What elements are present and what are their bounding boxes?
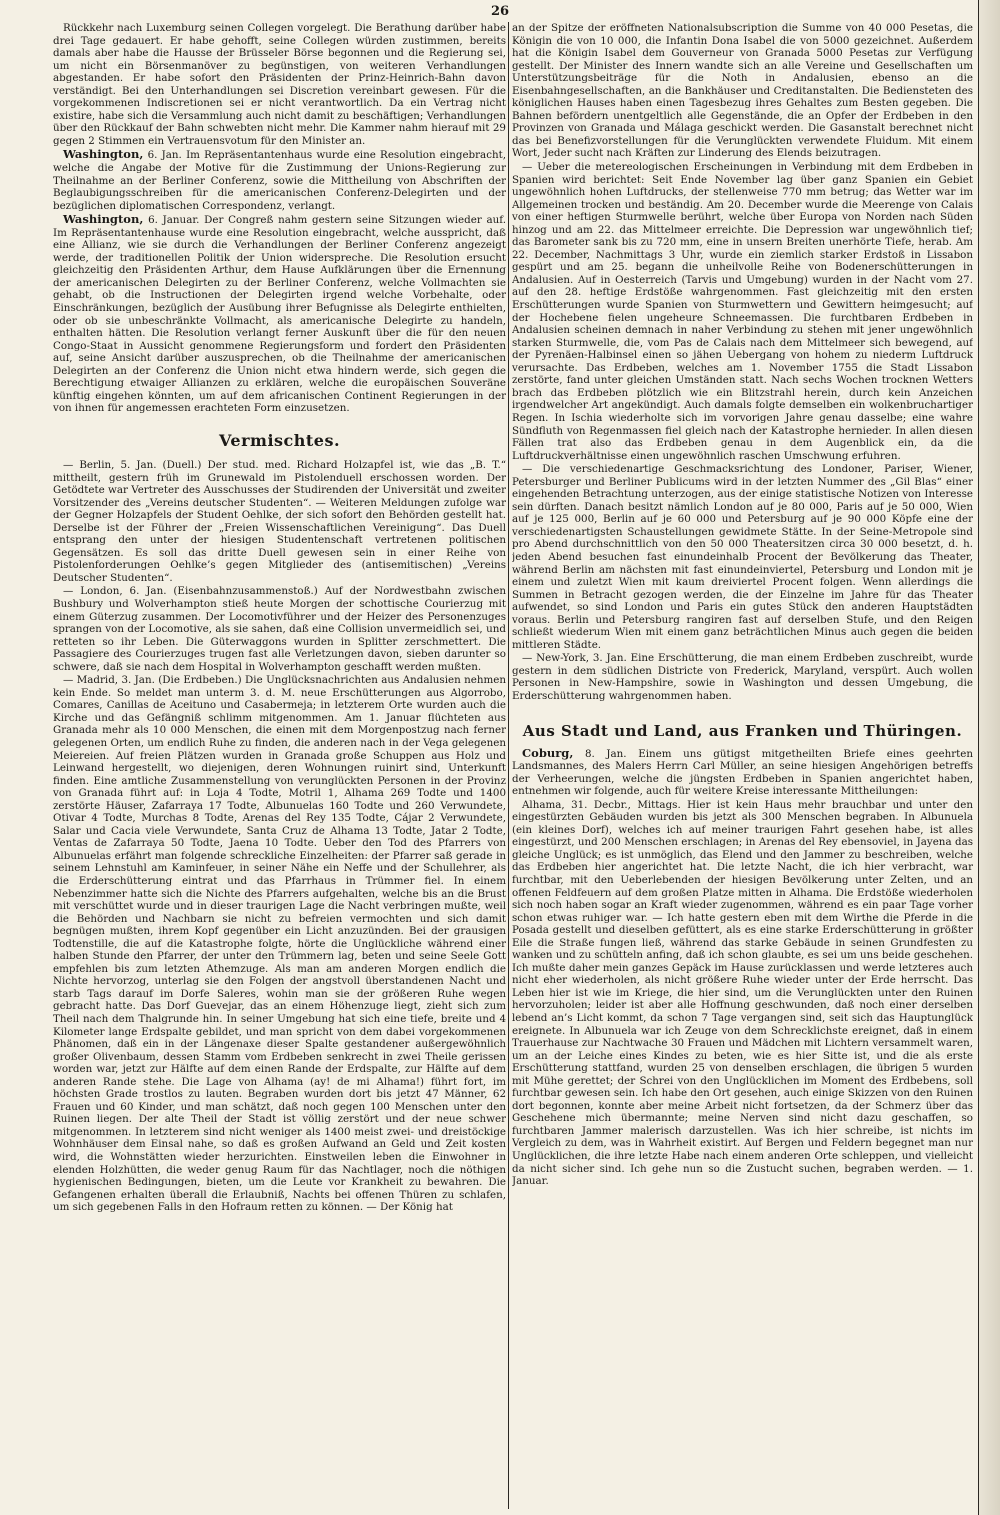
section-heading: Vermischtes. bbox=[218, 430, 341, 450]
article-paragraph: Rückkehr nach Luxemburg seinen Collegen vorgelegt. Die Berathung darüber habe drei Tage gedauert. Er habe gehofft, seine Collegen würden zustimmen, bereits damals aber habe die Hausse der Brüsseler Börse begonnen und die Regierung sei, um nicht ein Börsenmanöver zu begünstigen, von weiteren Verhandlungen abgestanden. Er habe sofort den Präsidenten der Prinz-Heinrich-Bahn davon verständigt. Bei den Unterhandlungen sei Discretion vereinbart gewesen. Für die vorgekommenen Indiscretionen sei er nicht verantwortlich. Da ein Vertrag nicht existire, habe sich die Versammlung auch nicht damit zu beschäftigen; Verhandlungen über den Rückkauf der Bahn schwebten nicht mehr. Die Kammer nahm hierauf mit 29 gegen 2 Stimmen ein Vertrauensvotum für den Minister an. bbox=[53, 22, 506, 147]
dateline: Washington, bbox=[63, 147, 144, 162]
article-text: 6. Januar. Der Congreß nahm gestern seine Sitzungen wieder auf. Im Repräsentantenhause wurde eine Resolution eingebracht, welche ausspricht, daß eine Allianz, wie sie durch die Verhandlungen der Berliner Conferenz angezeigt werde, der traditionellen Politik der Union widerspreche. Die Resolution ersucht gleichzeitig den Präsidenten Arthur, dem Hause Aufklärungen über die Ernennung der americanischen Delegirten zu der Berliner Conferenz, welche Vollmachten sie gehabt, ob die Instructionen der Delegirten irgend welche Vorbehalte, oder Einschränkungen, bezüglich der Ausübung ihrer Befugnisse als Delegirte enthielten, oder ob sie unbeschränkte Vollmacht, als americanische Delegirte zu handeln, enthalten hätten. Die Resolution verlangt ferner Auskunft über die für den neuen Congo-Staat in Aussicht genommene Regierungsform und fordert den Präsidenten auf, seine Ansicht darüber auszusprechen, ob die Theilnahme der americanischen Delegirten an der Conferenz die Union nicht etwa hindern werde, sich gegen die Berechtigung etwaiger Allianzen zu erklären, welche die europäischen Souveräne künftig eingehen könnten, um auf dem africanischen Continent Regierungen in der von ihnen für angemessen erachteten Form einzusetzen. bbox=[53, 214, 506, 415]
adjacent-page-edge bbox=[978, 0, 1000, 1515]
section-heading: Aus Stadt und Land, aus Franken und Thüringen. bbox=[522, 721, 963, 740]
article-text: 6. Jan. Im Repräsentantenhaus wurde eine Resolution eingebracht, welche die Angabe der Motive für die Zustimmung der Unions-Regierung zur Theilnahme an der Berliner Conferenz, sowie die Mittheilung von Abschriften der Beglaubigungsschreiben für die americanischen Conferenz-Delegirten und der bezüglichen diplomatischen Correspondenz, verlangt. bbox=[53, 149, 506, 212]
article-text: 8. Jan. Einem uns gütigst mitgetheilten Briefe eines geehrten Landsmannes, des Malers Herrn Carl Müller, an seine hiesigen Angehörigen betreffs der Verheerungen, welche die jüngsten Erdbeben in Spanien angerichtet haben, entnehmen wir folgende, auch für weitere Kreise interessante Mittheilungen: bbox=[512, 747, 973, 798]
article-paragraph: — Ueber die metereologischen Erscheinungen in Verbindung mit dem Erdbeben in Spanien wird berichtet: Seit Ende November lag über ganz Spanien ein Gebiet ungewöhnlich hohen Luftdrucks, der stellenweise 770 mm betrug; das Wetter war im Allgemeinen trocken und beständig. Am 20. December wurde die Meerenge von Calais von einer heftigen Sturmwelle berührt, welche über Europa von Norden nach Süden hinzog und am 22. das Mittelmeer erreichte. Die Depression war ungewöhnlich tief; das Barometer sank bis zu 720 mm, eine in unsern Breiten unerhörte Tiefe, herab. Am 22. December, Nachmittags 3 Uhr, wurde ein ziemlich starker Erdstoß in Lissabon gespürt und am 25. begann die unheilvolle Reihe von Bodenerschütterungen in Andalusien. Auf in Oesterreich (Tarvis und Umgebung) wurden in der Nacht vom 27. auf den 28. heftige Erdstöße wahrgenommen. Fast gleichzeitig mit den ersten Erschütterungen wurde Spanien von Sturmwettern und Gewittern heimgesucht; auf der Hochebene fielen ungeheure Schneemassen. Die furchtbaren Erdbeben in Andalusien scheinen demnach in naher Verbindung zu stehen mit jener ungewöhnlich starken Sturmwelle, die, vom Pas de Calais nach dem Mittelmeer sich bewegend, auf der Pyrenäen-Halbinsel einen so jähen Uebergang von hohem zu niederm Luftdruck verursachte. Das Erdbeben, welches am 1. November 1755 die Stadt Lissabon zerstörte, fand unter gleichen Umständen statt. Nach sechs Wochen trocknen Wetters brach das Erdbeben plötzlich wie ein Blitzstrahl herein, durch kein Anzeichen irgendwelcher Art angekündigt. Auch damals folgte demselben ein wolkenbruchartiger Regen. In Ischia wiederholte sich im vorvorigen Jahre genau dasselbe; eine wahre Sündfluth von Regenmassen fiel gleich nach der Katastrophe hernieder. In allen diesen Fällen trat also das Erdbeben genau in dem Augenblick ein, da die Luftdruckverhältnisse einen ungewöhnlich raschen Umschwung erfuhren. bbox=[512, 161, 973, 462]
column-rule bbox=[508, 22, 509, 1509]
article-paragraph bbox=[53, 148, 506, 212]
right-column bbox=[512, 22, 973, 1509]
article-paragraph: — Madrid, 3. Jan. (Die Erdbeben.) Die Unglücksnachrichten aus Andalusien nehmen kein Ende. So meldet man unterm 3. d. M. neue Erschütterungen aus Algorrobo, Comares, Canillas de Aceituno und Casabermeja; in letzterem Orte wurden auch die Kirche und das Gefängniß schlimm mitgenommen. Am 1. Januar flüchteten aus Granada mehr als 10 000 Menschen, die einen mit dem Morgenpostzug nach ferner gelegenen Orten, um endlich Ruhe zu finden, die anderen nach in der Vega gelegenen Meiereien. Auf freien Plätzen wurden in Granada große Schuppen aus Holz und Leinwand hergestellt, wo diejenigen, deren Wohnungen ruinirt sind, Unterkunft finden. Eine amtliche Zusammenstellung von verunglückten Personen in der Provinz von Granada führt auf: in Loja 4 Todte, Motril 1, Alhama 269 Todte und 1400 zerstörte Häuser, Zafarraya 17 Todte, Albunuelas 160 Todte und 260 Verwundete, Otivar 4 Todte, Murchas 8 Todte, Arenas del Rey 135 Todte, Cájar 2 Verwundete, Salar und Cacia viele Verwundete, Santa Cruz de Alhama 13 Todte, Jatar 2 Todte, Ventas de Zafarraya 50 Todte, Jaena 10 Todte. Ueber den Tod des Pfarrers von Albunuelas erfährt man folgende schreckliche Einzelheiten: der Pfarrer saß gerade in seinem Lehnstuhl am Kaminfeuer, in seiner Nähe ein Neffe und der Schullehrer, als die Erderschütterung eintrat und das Pfarrhaus in Trümmer fiel. In einem Nebenzimmer hatte sich die Nichte des Pfarrers aufgehalten, welche bis an die Brust mit verschüttet wurde und in dieser traurigen Lage die Nacht verbringen mußte, weil die Behörden und Nachbarn sie nicht zu befreien vermochten und sich damit begnügen mußten, ihrem Kopf gegenüber ein Licht anzuzünden. Bei der grausigen Todtenstille, die auf die Katastrophe folgte, hörte die Unglückliche während einer halben Stunde den Pfarrer, der unter den Trümmern lag, beten und seine Seele Gott empfehlen bis zum letzten Athemzuge. Als man am anderen Morgen endlich die Nichte hervorzog, unterlag sie den Folgen der angstvoll überstandenen Nacht und starb Tags darauf im Dorfe Saleres, wohin man sie der größeren Ruhe wegen gebracht hatte. Das Dorf Guevejar, das an einem Höhenzuge liegt, zieht sich zum Theil nach dem Thalgrunde hin. In seiner Umgebung hat sich eine tiefe, breite und 4 Kilometer lange Erdspalte gebildet, und man spricht von dem dabei vorgekommenen Phänomen, daß ein in der Längenaxe dieser Spalte gestandener außergewöhnlich großer Olivenbaum, dessen Stamm vom Erdbeben senkrecht in zwei Theile gerissen worden war, jetzt zur Hälfte auf dem einen Rande der Erdspalte, zur Hälfte auf dem anderen Rande stehe. Die Lage von Alhama (ay! de mi Alhama!) führt fort, im höchsten Grade trostlos zu lauten. Begraben wurden dort bis jetzt 47 Männer, 62 Frauen und 60 Kinder, und man schätzt, daß noch gegen 100 Menschen unter den Ruinen liegen. Der alte Theil der Stadt ist völlig zerstört und der neue schwer mitgenommen. In letzterem sind nicht weniger als 1400 meist zwei- und dreistöckige Wohnhäuser dem Einsal nahe, so daß es großen Aufwand an Geld und Zeit kosten wird, die Wohnstätten wieder herzurichten. Einstweilen leben die Einwohner in elenden Holzhütten, die weder genug Raum für das Nachtlager, noch die nöthigen hygienischen Bedingungen, bieten, um die Leute vor Krankheit zu bewahren. Die Gefangenen erhalten überall die Erlaubniß, Nachts bei offenen Thüren zu schlafen, um sich gegebenen Falls in den Hofraum retten zu können. — Der König hat bbox=[53, 674, 506, 1214]
page-number: 26 bbox=[490, 4, 510, 19]
dateline: Coburg, bbox=[522, 745, 574, 760]
dateline: Washington, bbox=[63, 212, 144, 227]
article-paragraph: — Die verschiedenartige Geschmacksrichtung des Londoner, Pariser, Wiener, Petersburger und Berliner Publicums wird in der letzten Nummer des „Gil Blas“ einer eingehenden Betrachtung unterzogen, aus der einige statistische Notizen von Interesse sein dürften. Danach besitzt nämlich London auf je 80 000, Paris auf je 50 000, Wien auf je 125 000, Berlin auf je 60 000 und Petersburg auf je 90 000 Köpfe eine der verschiedenartigsten Schaustellungen gewidmete Stätte. In der Seine-Metropole sind pro Abend durchschnittlich von den 50 000 Theatersitzen circa 30 000 besetzt, d. h. jeden Abend besuchen fast einundeinhalb Procent der Bevölkerung das Theater, während Berlin am nächsten mit fast einundeinviertel, Petersburg und London mit je einem und zuletzt Wien mit kaum dreiviertel Procent folgen. Wenn allerdings die Summen in Betracht gezogen werden, die der Einzelne im Jahre für das Theater aufwendet, so sind London und Paris ein gutes Stück den anderen Hauptstädten voraus. Berlin und Petersburg rangiren fast auf derselben Stufe, und den Reigen schließt wiederum Wien mit einem ganz beträchtlichen Minus auch gegen die beiden mittleren Städte. bbox=[512, 463, 973, 651]
article-paragraph: — Berlin, 5. Jan. (Duell.) Der stud. med. Richard Holzapfel ist, wie das „B. T.“ mittheilt, gestern früh im Grunewald im Pistolenduell erschossen worden. Der Getödtete war Vertreter des Ausschusses der Studirenden der Universität und zweiter Vorsitzender des „Vereins deutscher Studenten“. — Weiteren Meldungen zufolge war der Gegner Holzapfels der Student Oehlke, der sich sofort den Behörden gestellt hat. Derselbe ist der Führer der „Freien Wissenschaftlichen Vereinigung“. Das Duell entsprang den unter der hiesigen Studentenschaft vertretenen politischen Gegensätzen. Es soll das dritte Duell gewesen sein in einer Reihe von Pistolenforderungen Oehlke’s gegen Mitglieder des (antisemitischen) „Vereins Deutscher Studenten“. bbox=[53, 458, 506, 584]
article-paragraph bbox=[53, 213, 506, 415]
article-paragraph: an der Spitze der eröffneten Nationalsubscription die Summe von 40 000 Pesetas, die Königin die von 10 000, die Infantin Dona Isabel die von 5000 gezeichnet. Außerdem hat die Königin Isabel dem Gouverneur von Granada 5000 Pesetas zur Verfügung gestellt. Der Minister des Innern wandte sich an alle Vereine und Gesellschaften um Unterstützungsbeiträge für die Noth in Andalusien, ebenso an die Eisenbahngesellschaften, an die Bankhäuser und Creditanstalten. Die Bediensteten des königlichen Hauses haben einen Tagesbezug ihres Gehaltes zum Besten gegeben. Die Bahnen befördern unentgeltlich alle Gegenstände, die an Opfer der Erdbeben in den Provinzen von Granada und Málaga geschickt werden. Die Gasanstalt berechnet nicht das bei Benefizvorstellungen für die Verunglückten verwendete Fluidum. Mit einem Wort, Jeder sucht nach Kräften zur Linderung des Elends beizutragen. bbox=[512, 22, 973, 160]
article-paragraph: — London, 6. Jan. (Eisenbahnzusammenstoß.) Auf der Nordwestbahn zwischen Bushbury und Wolverhampton stieß heute Morgen der schottische Courierzug mit einem Güterzug zusammen. Der Locomotivführer und der Heizer des Personenzuges sprangen von der Locomotive, als sie sahen, daß eine Collision unvermeidlich sei, und retteten so ihr Leben. Die Güterwaggons wurden in Splitter zerschmettert. Die Passagiere des Courierzuges trugen fast alle Verletzungen davon, sieben darunter so schwere, daß sie nach dem Hospital in Wolverhampton geschafft werden mußten. bbox=[53, 585, 506, 673]
article-paragraph bbox=[512, 747, 973, 798]
left-column bbox=[53, 22, 506, 1509]
article-paragraph: Alhama, 31. Decbr., Mittags. Hier ist kein Haus mehr brauchbar und unter den eingestürzten Gebäuden wurden bis jetzt als 300 Menschen begraben. In Albunuela (ein kleines Dorf), welches ich auf meiner traurigen Fahrt gesehen habe, ist alles eingestürzt, und 200 Menschen erschlagen; in Arenas del Rey ebensoviel, in Jayena das gleiche Unglück; es ist unmöglich, das Elend und den Jammer zu beschreiben, welche das Erdbeben hier angerichtet hat. Die letzte Nacht, die ich hier verbracht, war furchtbar, mit den Ueberlebenden der hiesigen Bevölkerung unter Zelten, und an offenen Feldfeuern auf dem großen Platze mitten in Alhama. Die Erdstöße wiederholen sich noch haben sogar an Kraft wieder zugenommen, während es ein paar Tage vorher schon etwas ruhiger war. — Ich hatte gestern eben mit dem Wirthe die Pferde in die Posada gestellt und dieselben gefüttert, als es eine starke Erderschütterung in größter Eile die Straße fungen ließ, während das starke Gebäude in seinen Grundfesten zu wanken und zu schütteln anfing, daß ich schon glaubte, es sei um uns beide geschehen. Ich mußte daher mein ganzes Gepäck im Hause zurücklassen und werde letzteres auch nicht eher wiederholen, als nicht größere Ruhe wieder unter der Erde herrscht. Das Leben hier ist wie im Kriege, die hier sind, um die Verunglückten unter den Ruinen hervorzuholen; leider ist aber alle Hoffnung geschwunden, daß noch einer derselben lebend an’s Licht kommt, da schon 7 Tage vergangen sind, seit sich das Hauptunglück ereignete. In Albunuela war ich Zeuge von dem Schrecklichste ereignet, daß in einem Trauerhause zur Nachtwache 30 Frauen und Mädchen mit Lichtern versammelt waren, um an der Leiche eines Kindes zu beten, wie es hier Sitte ist, und die als erste Erschütterung stattfand, wurden 25 von denselben erschlagen, die übrigen 5 wurden mit Mühe gerettet; der Schrei von den Unglücklichen im Moment des Erdbebens, soll furchtbar gewesen sein. Ich habe den Ort gesehen, auch einige Skizzen von den Ruinen dort begonnen, konnte aber meine Arbeit nicht fortsetzen, da der Schmerz über das Geschehene mich übermannte; meine Nerven sind nicht dazu geschaffen, so furchtbaren Jammer malerisch darzustellen. Was ich hier schreibe, ist nichts im Vergleich zu dem, was in Wahrheit existirt. Auf Bergen und Feldern begegnet man nur Unglücklichen, die ihre letzte Habe nach einem anderen Orte schleppen, und vielleicht da nicht sicher sind. Ich gehe nun so die Zustucht suchen, begraben werden. — 1. Januar. bbox=[512, 798, 973, 1188]
article-paragraph: — New-York, 3. Jan. Eine Erschütterung, die man einem Erdbeben zuschreibt, wurde gestern in dem südlichen Districte von Frederick, Maryland, verspürt. Auch wollen Personen in New-Hampshire, sowie in Washington und dessen Umgebung, die Erderschütterung wahrgenommen haben. bbox=[512, 652, 973, 702]
